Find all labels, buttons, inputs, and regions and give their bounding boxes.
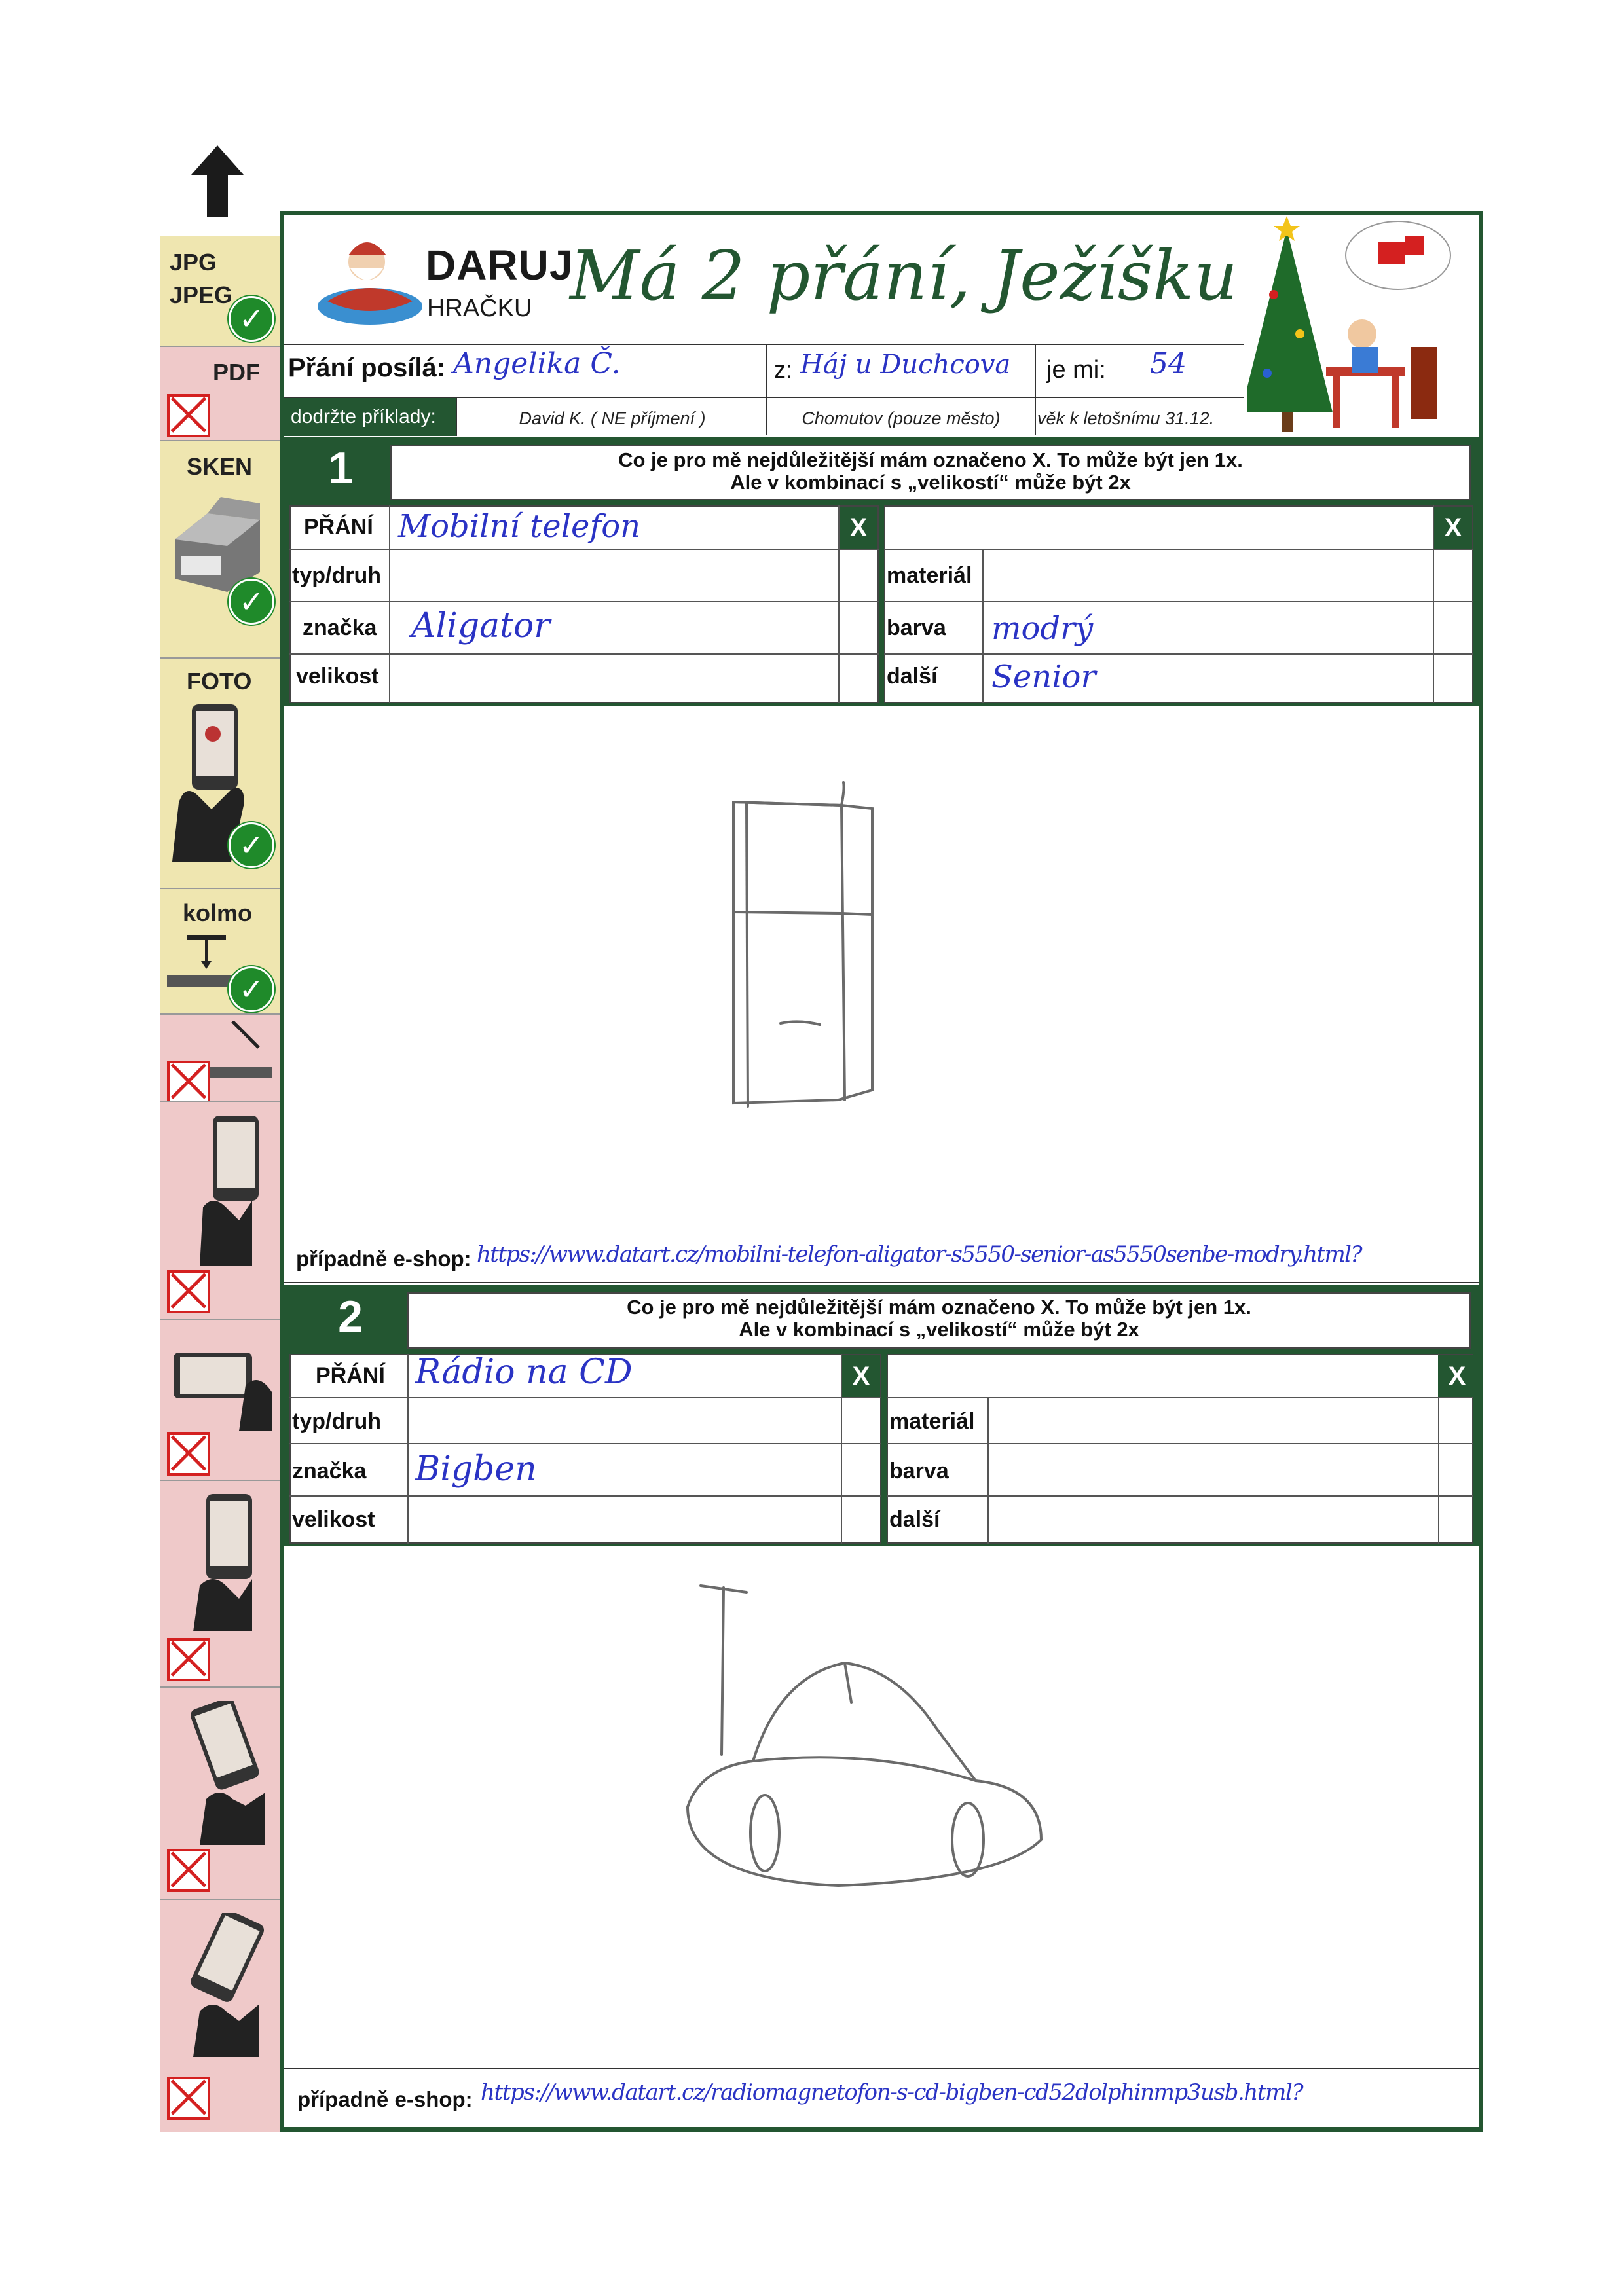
logo-hracku: HRAČKU: [427, 295, 532, 322]
wish-2-number: 2: [338, 1292, 363, 1341]
cross-icon: [167, 1270, 210, 1313]
from-town-field[interactable]: Háj u Duchcova: [800, 350, 1011, 380]
wish-2-radio-sketch: [674, 1571, 1067, 1914]
wish-1-eshop-label: případně e-shop:: [296, 1247, 471, 1271]
page-title: Má 2 přání, Ježíšku: [570, 236, 1238, 316]
sidebar-pdf-panel: [160, 347, 280, 440]
wish-2-dalsi-label: další: [889, 1507, 940, 1532]
wish-1-velikost-label: velikost: [296, 664, 379, 689]
cross-icon: [167, 1849, 210, 1892]
wish-1-znacka-field[interactable]: Aligator: [411, 606, 551, 646]
sender-label: Přání posílá:: [288, 354, 446, 382]
cross-icon: [167, 394, 210, 437]
wish-1-phone-sketch: [707, 776, 891, 1119]
tilted-phone-icon: [180, 1913, 272, 2060]
age-label: je mi:: [1046, 356, 1106, 384]
wish-2-barva-label: barva: [889, 1459, 949, 1484]
santa-logo-icon: [314, 229, 426, 330]
jpeg-label: JPEG: [170, 282, 233, 308]
tilted-phone-icon: [180, 1701, 272, 1848]
scan-label: SKEN: [187, 453, 253, 480]
wish-1-x-left[interactable]: X: [840, 507, 877, 549]
wish-2-question-line2: Ale v kombinací s „velikostí“ může být 2x: [739, 1318, 1139, 1341]
cross-icon: [167, 1061, 210, 1104]
sidebar-wrong-panel-3: [160, 1481, 280, 1686]
wish-1-typ-label: typ/druh: [292, 563, 381, 588]
sidebar-wrong-panel-1: [160, 1102, 280, 1319]
cross-icon: [167, 1638, 210, 1681]
wish-1-question-line1: Co je pro mě nejdůležitější mám označeno X. To může být jen 1x.: [618, 448, 1243, 471]
cross-icon: [167, 1432, 210, 1476]
from-label: z:: [774, 356, 793, 383]
wish-2-typ-label: typ/druh: [292, 1409, 381, 1434]
wish-2-x-right[interactable]: X: [1438, 1355, 1476, 1397]
wish-2-x-left[interactable]: X: [842, 1355, 880, 1397]
age-field[interactable]: 54: [1150, 347, 1187, 380]
sidebar-perpendicular-panel: [160, 889, 280, 1013]
wish-2-velikost-label: velikost: [292, 1507, 375, 1532]
wish-1-table-right: [884, 505, 1473, 703]
wish-1-question-line2: Ale v kombinací s „velikostí“ může být 2x: [730, 471, 1131, 494]
sidebar-angled-panel: [160, 1015, 280, 1101]
example-town: Chomutov (pouze město): [802, 409, 1001, 428]
check-icon: ✓: [229, 296, 274, 342]
wish-1-material-label: materiál: [887, 563, 972, 588]
perpendicular-label: kolmo: [183, 900, 253, 926]
wish-2-table-right: [887, 1354, 1473, 1544]
example-name: David K. ( NE příjmení ): [519, 409, 706, 428]
wish-2-znacka-label: značka: [292, 1459, 367, 1484]
pdf-label: PDF: [213, 359, 260, 386]
wish-2-znacka-field[interactable]: Bigben: [415, 1449, 537, 1489]
sidebar-wrong-panel-2: [160, 1320, 280, 1480]
wish-1-x-right[interactable]: X: [1434, 507, 1472, 549]
check-icon: ✓: [229, 579, 274, 625]
photo-label: FOTO: [187, 668, 252, 695]
wish-1-dalsi-field[interactable]: Senior: [991, 659, 1096, 695]
wish-1-eshop-field[interactable]: https://www.datart.cz/mobilni-telefon-aligator-s5550-senior-as5550senbe-modry.html?: [477, 1241, 1362, 1267]
wish-2-prani-field[interactable]: Rádio na CD: [415, 1353, 633, 1392]
sidebar-photo-panel: [160, 659, 280, 888]
wish-1-prani-label: PŘÁNÍ: [304, 515, 373, 539]
sidebar-jpg-panel: [160, 236, 280, 346]
jpg-label: JPG: [170, 249, 217, 276]
phone-landscape-icon: [174, 1346, 272, 1434]
sidebar-wrong-panel-5: [160, 1900, 280, 2132]
phone-hand-icon: [174, 1116, 272, 1269]
cross-icon: [167, 2077, 210, 2120]
wish-2-eshop-label: případně e-shop:: [297, 2087, 473, 2111]
sidebar-wrong-panel-4: [160, 1688, 280, 1899]
wish-2-material-label: materiál: [889, 1409, 975, 1434]
wish-1-barva-field[interactable]: modrý: [991, 610, 1094, 647]
sidebar-scan-panel: [160, 441, 280, 657]
wish-1-number: 1: [328, 443, 353, 493]
sender-name-field[interactable]: Angelika Č.: [453, 347, 621, 380]
up-arrow-icon: [191, 145, 244, 217]
logo-daruj: DARUJ: [426, 242, 574, 289]
example-age: věk k letošnímu 31.12.: [1037, 409, 1215, 428]
wish-2-question-line1: Co je pro mě nejdůležitější mám označeno X. To může být jen 1x.: [627, 1296, 1251, 1319]
wish-1-prani-field[interactable]: Mobilní telefon: [398, 508, 641, 545]
wish-1-znacka-label: značka: [303, 615, 377, 640]
examples-label: dodržte příklady:: [291, 406, 436, 428]
check-icon: ✓: [229, 966, 274, 1012]
phone-hand-icon: [180, 1494, 272, 1634]
christmas-tree-illustration: [1247, 216, 1457, 441]
wish-1-dalsi-label: další: [887, 664, 938, 689]
wish-2-eshop-field[interactable]: https://www.datart.cz/radiomagnetofon-s-cd-bigben-cd52dolphinmp3usb.html?: [481, 2079, 1303, 2105]
check-icon: ✓: [229, 822, 274, 868]
wish-1-barva-label: barva: [887, 615, 946, 640]
wish-2-prani-label: PŘÁNÍ: [316, 1363, 385, 1388]
